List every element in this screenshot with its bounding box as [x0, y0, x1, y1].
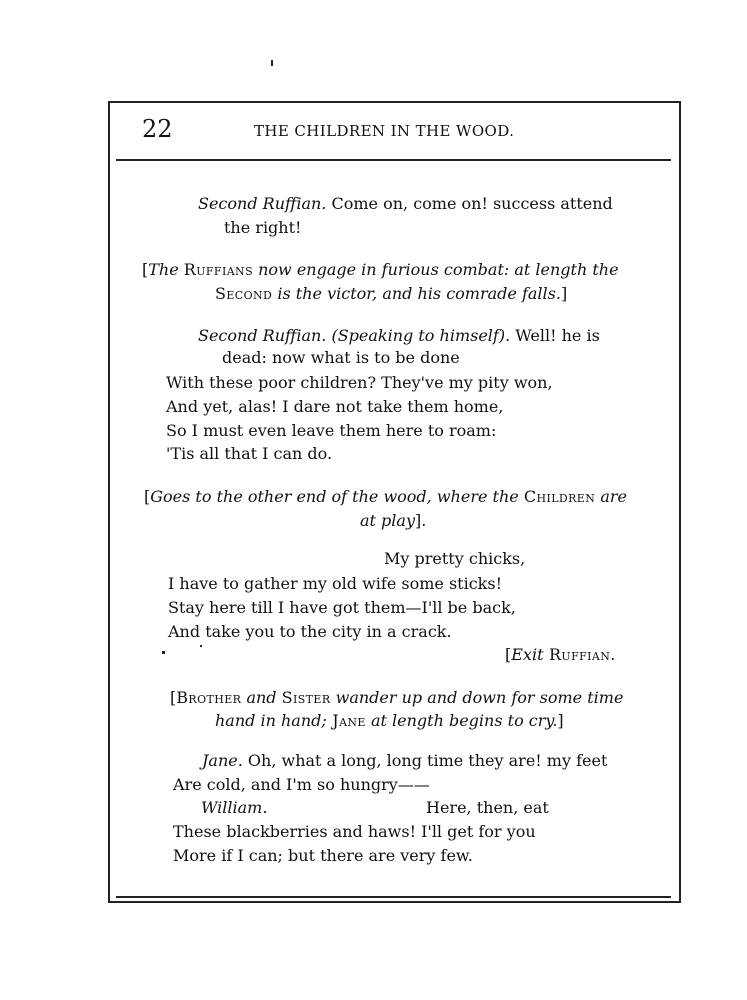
dialogue-text: 'Tis all that I can do.: [166, 444, 333, 463]
stage-direction: [360, 511, 426, 531]
text-line: [173, 846, 473, 866]
character-name: Second: [215, 284, 273, 303]
direction-text: hand in hand;: [215, 711, 327, 730]
direction-text: is the victor, and his comrade falls.: [272, 284, 561, 303]
text-line: [168, 622, 452, 642]
direction-text: wander up and down for some time: [330, 688, 624, 707]
bracket: [: [142, 260, 149, 279]
speaker-name: Second Ruffian.: [198, 194, 327, 213]
stage-direction: [144, 487, 627, 507]
dialogue-text: Stay here till I have got them—I'll be back,: [168, 598, 516, 617]
dialogue-text: And take you to the city in a crack.: [168, 622, 452, 641]
text-line: [202, 751, 607, 771]
dialogue-text: So I must even leave them here to roam:: [166, 421, 497, 440]
text-line: [166, 444, 332, 464]
character-name: Jane: [326, 711, 366, 730]
running-title: THE CHILDREN IN THE WOOD.: [254, 122, 515, 140]
dialogue-text: Oh, what a long, long time they are! my feet: [242, 751, 608, 770]
direction-text: The: [148, 260, 184, 279]
character-name: Ruffians: [183, 260, 254, 279]
text-line: [166, 373, 553, 393]
text-line: [224, 218, 301, 238]
text-line: [173, 775, 430, 795]
bracket: [: [170, 688, 177, 707]
dialogue-text: Are cold, and I'm so hungry——: [173, 775, 430, 794]
text-line: [168, 574, 502, 594]
direction-text: Goes to the other end of the wood, where the: [150, 487, 524, 506]
dialogue-text: Come on, come on! success attend: [326, 194, 613, 213]
header-rule: [116, 159, 671, 161]
dialogue-text: the right!: [224, 218, 302, 237]
stage-direction: [142, 260, 619, 280]
dialogue-text: With these poor children? They've my pity won,: [166, 373, 553, 392]
text-line: [384, 549, 525, 569]
dialogue-text: My pretty chicks,: [384, 549, 526, 568]
stage-direction: [170, 688, 623, 708]
character-name: Brother: [176, 688, 242, 707]
dialogue-text: Here, then, eat: [426, 798, 549, 817]
direction-text: at play: [360, 511, 415, 530]
text-line: [168, 598, 516, 618]
stage-direction: [215, 711, 564, 731]
direction-text: and: [241, 688, 282, 707]
footer-rule: [116, 896, 671, 898]
dialogue-text: dead: now what is to be done: [222, 348, 460, 367]
stage-direction: [505, 645, 616, 665]
text-line: [166, 397, 503, 417]
text-line: [201, 798, 267, 818]
direction-text: Exit: [511, 645, 544, 664]
dialogue-text: More if I can; but there are very few.: [173, 846, 473, 865]
direction-text: are: [595, 487, 628, 506]
character-name: Children: [523, 487, 596, 506]
speaker-name: Second Ruffian.: [198, 326, 327, 345]
stage-direction: [215, 284, 567, 304]
print-speck: [271, 60, 273, 66]
bracket: [: [505, 645, 512, 664]
print-speck: [162, 651, 165, 654]
bracket: ]: [560, 284, 568, 303]
bracket: ]: [557, 711, 564, 730]
character-name: Sister: [281, 688, 331, 707]
dialogue-text: I have to gather my old wife some sticks!: [168, 574, 502, 593]
print-speck: [200, 645, 202, 647]
page-header: [142, 117, 662, 147]
speaker-name: Jane.: [202, 751, 243, 770]
text-line: [198, 326, 600, 346]
dialogue-text: And yet, alas! I dare not take them home,: [166, 397, 504, 416]
text-line: [166, 421, 496, 441]
bracket: [: [144, 487, 151, 506]
direction-text: now engage in furious combat: at length the: [253, 260, 619, 279]
direction-text: (Speaking to himself).: [326, 326, 511, 345]
page-number: 22: [142, 115, 173, 143]
dialogue-text: These blackberries and haws! I'll get for you: [173, 822, 536, 841]
text-line: [426, 798, 549, 818]
speaker-name: William.: [201, 798, 268, 817]
direction-text: at length begins to cry.: [365, 711, 558, 730]
character-name: Ruffian.: [543, 645, 616, 664]
text-line: [173, 822, 536, 842]
bracket: ].: [415, 511, 427, 530]
text-line: [198, 194, 613, 214]
dialogue-text: Well! he is: [510, 326, 600, 345]
text-line: [222, 348, 460, 368]
